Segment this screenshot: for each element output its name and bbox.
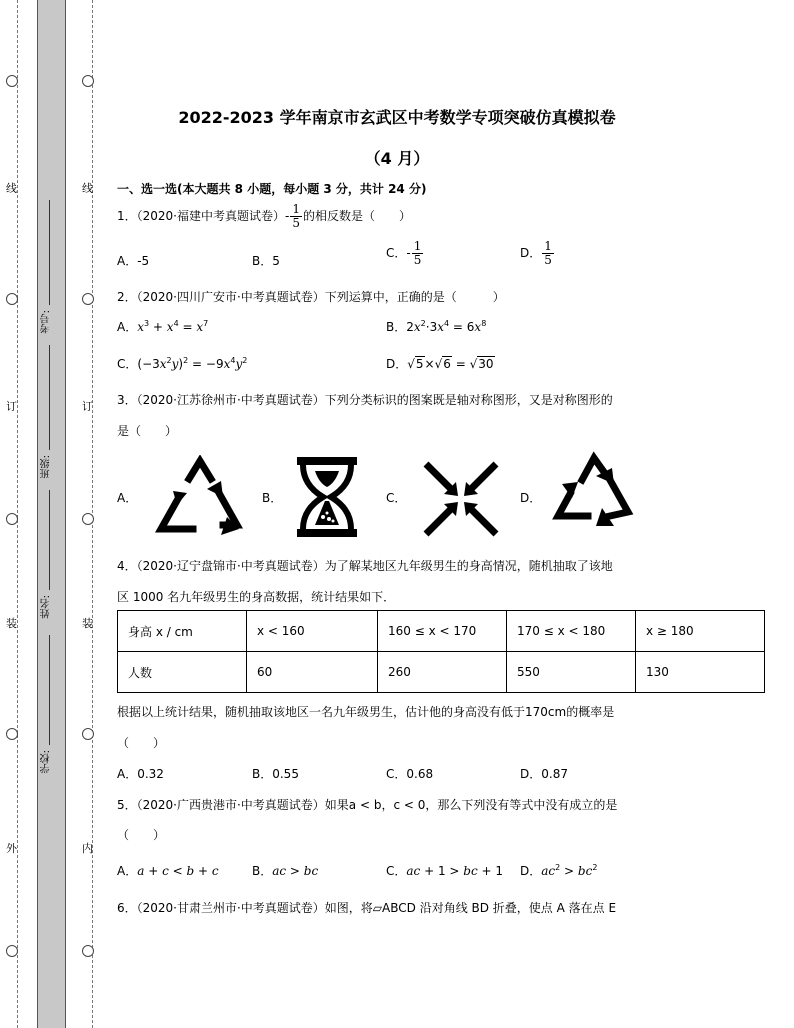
- q1-prefix: 1．（2020·福建中考真题试卷）-: [117, 209, 290, 223]
- table-cell: 260: [378, 652, 507, 693]
- question-3-stem-line1: 3．（2020·江苏徐州市·中考真题试卷）下列分类标识的图案既是轴对称图形，又是对称图形的: [117, 393, 613, 407]
- section-heading: 一、选一选(本大题共 8 小题，每小题 3 分，共计 24 分): [117, 182, 427, 196]
- q5-option-b[interactable]: B．ac > bc: [252, 864, 319, 878]
- punch-circle: [6, 513, 18, 525]
- punch-circle: [82, 293, 94, 305]
- table-header-cell: 160 ≤ x < 170: [378, 611, 507, 652]
- q4-option-a[interactable]: A．0.32: [117, 767, 164, 781]
- q3-option-b-label[interactable]: B．: [262, 491, 283, 505]
- page-title: 2022-2023 学年南京市玄武区中考数学专项突破仿真模拟卷: [178, 108, 616, 127]
- q3-option-c-label[interactable]: C．: [386, 491, 407, 505]
- field-line-class[interactable]: [49, 345, 50, 450]
- q2-option-d[interactable]: D．√5×√6 = √30: [386, 357, 494, 371]
- table-cell: 130: [636, 652, 765, 693]
- gutter-char-wai: 外: [6, 842, 17, 855]
- q2-option-b[interactable]: B．$2x^2\cdot 3x^4 = 6x^8$: [386, 319, 487, 334]
- field-label-class: 班级:: [41, 455, 52, 479]
- q3-option-d-label[interactable]: D．: [520, 491, 542, 505]
- q3-option-a-label[interactable]: A．: [117, 491, 138, 505]
- height-frequency-table: [117, 610, 765, 693]
- question-4-after-line2: （ ）: [117, 736, 166, 750]
- question-2-stem: 2．（2020·四川广安市·中考真题试卷）下列运算中，正确的是（ ）: [117, 290, 505, 304]
- question-4-after-line1: 根据以上统计结果，随机抽取该地区一名九年级男生，估计他的身高没有低于170cm的概率是: [117, 705, 615, 719]
- punch-circle: [82, 513, 94, 525]
- q4-option-d[interactable]: D．0.87: [520, 767, 568, 781]
- page-subtitle: （4 月）: [364, 149, 430, 168]
- q5-option-d[interactable]: D．$ac^2 > bc^2$: [520, 863, 598, 878]
- q2-option-a[interactable]: A．$x^3 + x^4 = x^7$: [117, 319, 209, 334]
- question-6-stem: 6．（2020·甘肃兰州市·中考真题试卷）如图，将▱ABCD 沿对角线 BD 折叠，使点 A 落在点 E: [117, 901, 617, 915]
- field-line-school[interactable]: [49, 635, 50, 745]
- gutter-char-ding: 订: [6, 400, 17, 413]
- punch-circle: [82, 728, 94, 740]
- q1-option-b[interactable]: B．5: [252, 254, 280, 268]
- punch-circle: [6, 75, 18, 87]
- field-line-name[interactable]: [49, 490, 50, 590]
- question-1-stem: [117, 203, 411, 230]
- gutter-char-ding: 订: [82, 400, 93, 413]
- field-label-school: 学校:: [41, 750, 52, 774]
- table-row: [118, 611, 765, 652]
- q1-option-d[interactable]: D． $\frac{1}{5}$: [520, 239, 552, 267]
- table-row: [118, 652, 765, 693]
- recycle-triangle-icon: [153, 455, 247, 537]
- question-3-stem-line2: 是（ ）: [117, 424, 178, 438]
- field-label-name: 姓名:: [41, 595, 52, 619]
- hourglass-flask-icon: [295, 455, 359, 539]
- four-arrows-inward-icon: [420, 458, 502, 540]
- q5-option-c[interactable]: C．ac + 1 > bc + 1: [386, 864, 504, 878]
- punch-circle: [82, 945, 94, 957]
- table-header-cell: 身高 x / cm: [118, 611, 247, 652]
- question-5-stem-line1: 5．（2020·广西贵港市·中考真题试卷）如果a < b，c < 0，那么下列没有等式中没有成立的是: [117, 798, 618, 812]
- q5-option-a[interactable]: A．a + c < b + c: [117, 864, 219, 878]
- gutter-char-xian: 线: [82, 182, 93, 195]
- field-label-exam-number: 考号:: [41, 310, 52, 334]
- punch-circle: [6, 945, 18, 957]
- question-5-stem-line2: （ ）: [117, 828, 166, 842]
- q4-option-b[interactable]: B．0.55: [252, 767, 299, 781]
- table-cell: 60: [247, 652, 378, 693]
- question-4-stem-line1: 4．（2020·辽宁盘锦市·中考真题试卷）为了解某地区九年级男生的身高情况，随机抽取了该地: [117, 559, 613, 573]
- table-cell: 550: [507, 652, 636, 693]
- table-header-cell: 170 ≤ x < 180: [507, 611, 636, 652]
- question-4-stem-line2: 区 1000 名九年级男生的身高数据，统计结果如下．: [117, 590, 396, 604]
- gutter-char-zhuang: 装: [6, 617, 17, 630]
- punch-circle: [82, 75, 94, 87]
- gutter-char-nei: 内: [82, 842, 93, 855]
- punch-circle: [6, 728, 18, 740]
- q2-option-c[interactable]: C．$(-3x^2y)^2 = -9x^4y^2$: [117, 356, 248, 371]
- gutter-char-zhuang: 装: [82, 617, 93, 630]
- table-cell: 人数: [118, 652, 247, 693]
- field-line-exam-number[interactable]: [49, 200, 50, 305]
- q1-option-c[interactable]: C．- $\frac{1}{5}$: [386, 239, 422, 267]
- q1-option-a[interactable]: A．-5: [117, 254, 150, 268]
- q1-fraction: $\frac{1}{5}$: [292, 202, 300, 230]
- punch-circle: [6, 293, 18, 305]
- q4-option-c[interactable]: C．0.68: [386, 767, 434, 781]
- table-header-cell: x ≥ 180: [636, 611, 765, 652]
- q1-suffix: 的相反数是（ ）: [302, 209, 411, 223]
- recycle-arrows-icon: [552, 450, 636, 532]
- table-header-cell: x < 160: [247, 611, 378, 652]
- gutter-char-xian: 线: [6, 182, 17, 195]
